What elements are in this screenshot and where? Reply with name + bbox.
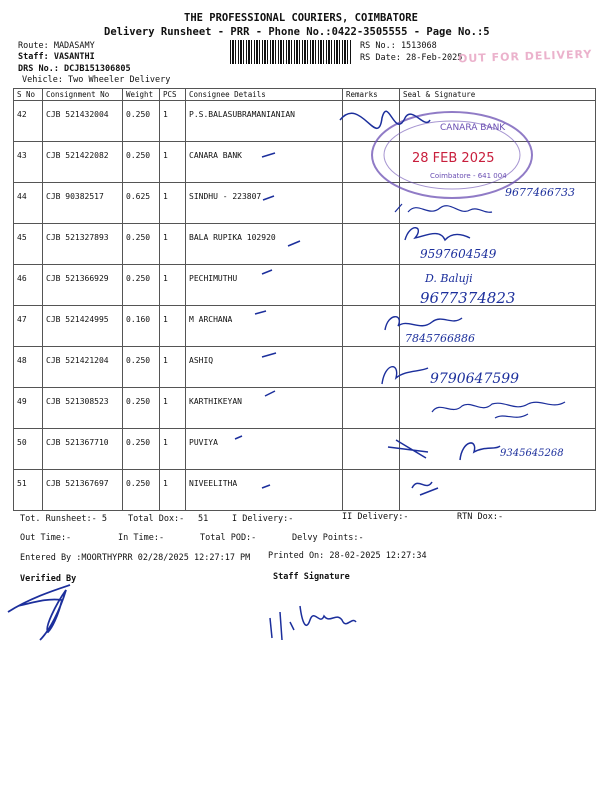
cell-consignee: PECHIMUTHU <box>186 265 343 306</box>
signature-row50 <box>460 443 500 460</box>
cell-weight: 0.625 <box>123 183 160 224</box>
cell-consignment: CJB 90382517 <box>43 183 123 224</box>
tick-row43 <box>262 153 275 157</box>
staff-signature-label: Staff Signature <box>273 572 350 582</box>
cell-weight: 0.160 <box>123 306 160 347</box>
cell-consignment: CJB 521366929 <box>43 265 123 306</box>
out-time: Out Time:- <box>20 533 72 543</box>
cell-consignment: CJB 521308523 <box>43 388 123 429</box>
rtn-dox: RTN Dox:- <box>457 512 504 522</box>
handwritten-phone-row50: 9345645268 <box>500 448 564 459</box>
col-header-remarks: Remarks <box>343 89 400 101</box>
delvy-points: Delvy Points:- <box>292 533 364 543</box>
cell-sno: 44 <box>14 183 43 224</box>
tick-row48 <box>262 353 276 357</box>
col-header-weight: Weight <box>123 89 160 101</box>
tick-row44 <box>263 196 274 200</box>
seal-date: 28 FEB 2025 <box>412 151 495 166</box>
verified-by-label: Verified By <box>20 574 77 584</box>
cell-pcs: 1 <box>160 429 186 470</box>
signature-row47 <box>385 317 462 330</box>
staff-signature-handwriting <box>270 606 356 640</box>
cell-sno: 46 <box>14 265 43 306</box>
cell-weight: 0.250 <box>123 470 160 511</box>
tick-row51 <box>262 485 270 488</box>
cell-pcs: 1 <box>160 183 186 224</box>
verified-by-signature <box>8 585 70 640</box>
rs-date: RS Date: 28-Feb-2025 <box>360 53 463 63</box>
staff-field: Staff: VASANTHI <box>18 52 95 62</box>
cell-pcs: 1 <box>160 101 186 142</box>
signature-row51 <box>412 482 438 495</box>
cell-sno: 42 <box>14 101 43 142</box>
cell-consignee: ASHIQ <box>186 347 343 388</box>
cell-consignment: CJB 521421204 <box>43 347 123 388</box>
cell-sno: 47 <box>14 306 43 347</box>
cell-consignee: BALA RUPIKA 102920 <box>186 224 343 265</box>
cell-pcs: 1 <box>160 265 186 306</box>
total-dox-value: 51 <box>198 514 209 524</box>
tick-row50 <box>235 436 242 439</box>
handwritten-phone-row48: 9790647599 <box>430 371 520 387</box>
i-delivery: I Delivery:- <box>232 514 294 524</box>
handwritten-phone-row47: 7845766886 <box>405 332 475 345</box>
cell-sno: 45 <box>14 224 43 265</box>
col-header-pcs: PCS <box>160 89 186 101</box>
cell-sno: 49 <box>14 388 43 429</box>
cell-consignee: NIVEELITHA <box>186 470 343 511</box>
cell-weight: 0.250 <box>123 101 160 142</box>
drs-number: DRS No.: DCJB151306805 <box>18 64 131 74</box>
total-pod: Total POD:- <box>200 533 257 543</box>
cell-consignee: CANARA BANK <box>186 142 343 183</box>
cell-sno: 43 <box>14 142 43 183</box>
col-header-consignee: Consignee Details <box>186 89 343 101</box>
total-dox-label: Total Dox:- <box>128 514 185 524</box>
cell-weight: 0.250 <box>123 265 160 306</box>
cell-consignee: M ARCHANA <box>186 306 343 347</box>
company-name: THE PROFESSIONAL COURIERS, COIMBATORE <box>184 12 418 24</box>
signature-row50-strike <box>388 440 428 458</box>
cell-consignee: KARTHIKEYAN <box>186 388 343 429</box>
printed-on: Printed On: 28-02-2025 12:27:34 <box>268 551 427 561</box>
rs-number: RS No.: 1513068 <box>360 41 437 51</box>
cell-consignment: CJB 521422082 <box>43 142 123 183</box>
col-header-consignment: Consignment No <box>43 89 123 101</box>
cell-weight: 0.250 <box>123 388 160 429</box>
ii-delivery: II Delivery:- <box>342 512 409 522</box>
signature-row48 <box>382 367 428 384</box>
cell-pcs: 1 <box>160 470 186 511</box>
cell-weight: 0.250 <box>123 347 160 388</box>
tick-row45 <box>288 241 300 246</box>
cell-consignment: CJB 521424995 <box>43 306 123 347</box>
signature-row44 <box>395 204 492 212</box>
cell-consignee: P.S.BALASUBRAMANIANIAN <box>186 101 343 142</box>
tick-row49 <box>265 391 275 396</box>
out-for-delivery-stamp: OUT FOR DELIVERY <box>457 47 593 66</box>
cell-sno: 51 <box>14 470 43 511</box>
cell-pcs: 1 <box>160 347 186 388</box>
signature-row45 <box>405 228 470 240</box>
handwritten-phone-row46: 9677374823 <box>420 289 516 307</box>
cell-weight: 0.250 <box>123 224 160 265</box>
cell-consignment: CJB 521367710 <box>43 429 123 470</box>
cell-weight: 0.250 <box>123 142 160 183</box>
col-header-sno: S No <box>14 89 43 101</box>
tick-row47 <box>255 311 266 314</box>
handwritten-phone-row44: 9677466733 <box>505 186 575 199</box>
seal-place: Coimbatore - 641 004 <box>430 172 507 180</box>
entered-by: Entered By :MOORTHYPRR 02/28/2025 12:27:17 PM <box>20 553 251 563</box>
cell-consignee: PUVIYA <box>186 429 343 470</box>
cell-pcs: 1 <box>160 142 186 183</box>
vehicle-field: Vehicle: Two Wheeler Delivery <box>22 75 171 85</box>
cell-pcs: 1 <box>160 388 186 429</box>
signature-row49 <box>432 402 565 418</box>
in-time: In Time:- <box>118 533 165 543</box>
route-field: Route: MADASAMY <box>18 41 95 51</box>
seal-bank-name: CANARA BANK <box>440 123 506 133</box>
cell-sno: 50 <box>14 429 43 470</box>
tick-row46 <box>262 270 272 274</box>
cell-sno: 48 <box>14 347 43 388</box>
runsheet-subtitle: Delivery Runsheet - PRR - Phone No.:0422-3505555 - Page No.:5 <box>104 26 490 38</box>
cell-consignment: CJB 521432004 <box>43 101 123 142</box>
cell-pcs: 1 <box>160 224 186 265</box>
handwritten-name-row46: D. Baluji <box>425 272 473 285</box>
cell-consignment: CJB 521367697 <box>43 470 123 511</box>
tot-runsheet: Tot. Runsheet:- 5 <box>20 514 107 524</box>
cell-pcs: 1 <box>160 306 186 347</box>
col-header-seal-signature: Seal & Signature <box>400 89 596 101</box>
cell-consignment: CJB 521327893 <box>43 224 123 265</box>
handwritten-phone-row45: 9597604549 <box>420 247 497 261</box>
cell-consignee: SINDHU - 223807 <box>186 183 343 224</box>
cell-weight: 0.250 <box>123 429 160 470</box>
